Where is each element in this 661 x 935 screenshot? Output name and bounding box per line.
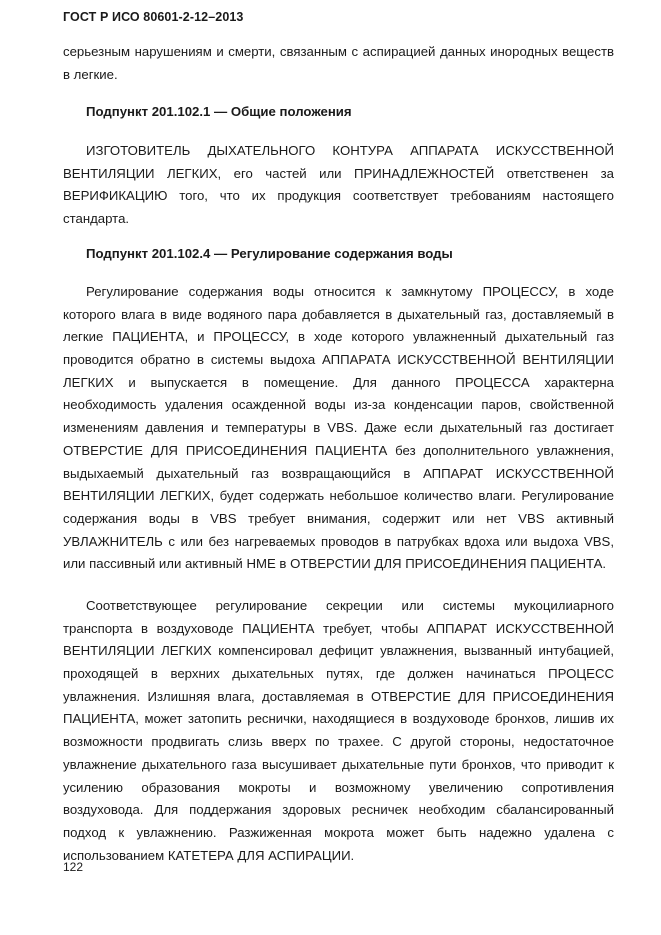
text-line: Соответствующее регулирование секреции или системы мукоцилиарного [86, 598, 614, 613]
intro-paragraph [63, 41, 614, 86]
text-line: ПАЦИЕНТА, может затопить реснички, находящиеся в воздуховоде бронхов, лишив их [63, 711, 614, 727]
text-line: необходимость удаления осажденной воды из-за конденсации паров, свойственной [63, 397, 614, 413]
text-line: подход к увлажнению. Разжиженная мокрота может быть надежно удалена с [63, 824, 614, 840]
text-line: проходящей в верхних дыхательных путях, где должен начинаться ПРОЦЕСС [63, 666, 614, 682]
text-line: ВЕНТИЛЯЦИИ ЛЕГКИХ, его частей или ПРИНАДЛЕЖНОСТЕЙ ответственен за [63, 165, 614, 181]
text-line: ОТВЕРСТИЕ ДЛЯ ПРИСОЕДИНЕНИЯ ПАЦИЕНТА без дополнительного увлажнения, [63, 442, 614, 458]
text-line: в легкие. [63, 66, 118, 82]
text-line: стандарта. [63, 211, 130, 227]
text-line: усилению образования мокроты и возможному увеличению сопротивления [63, 779, 614, 795]
text-line: ВЕНТИЛЯЦИИ ЛЕГКИХ компенсировал дефицит увлажнения, вызванный интубацией, [63, 643, 614, 659]
section2-paragraph-2 [63, 595, 614, 867]
document-header: ГОСТ Р ИСО 80601-2-12–2013 [63, 10, 244, 24]
text-line: ВЕРИФИКАЦИЮ того, что их продукция соответствует требованиям настоящего [63, 188, 614, 204]
section-heading-201-102-4: Подпункт 201.102.4 — Регулирование содержания воды [86, 246, 453, 261]
text-line: или пассивный или активный НМЕ в ОТВЕРСТИИ ДЛЯ ПРИСОЕДИНЕНИЯ ПАЦИЕНТА. [63, 556, 607, 572]
text-line: ИЗГОТОВИТЕЛЬ ДЫХАТЕЛЬНОГО КОНТУРА АППАРАТА ИСКУССТВЕННОЙ [86, 143, 614, 158]
text-line: воздуховода. Для поддержания здоровых ресничек необходим сбалансированный [63, 802, 614, 818]
text-line: использованием КАТЕТЕРА ДЛЯ АСПИРАЦИИ. [63, 847, 355, 863]
section2-paragraph-1 [63, 281, 614, 576]
text-line: содержания воды в VBS требует внимания, содержит или нет VBS активный [63, 510, 614, 526]
text-line: проводится обратно в системы выдоха АППАРАТА ИСКУССТВЕННОЙ ВЕНТИЛЯЦИИ [63, 352, 614, 368]
section1-paragraph [63, 140, 614, 231]
text-line: возможности продвигать слизь вверх по трахее. С другой стороны, недостаточное [63, 734, 614, 750]
text-line: увлажнения. Излишняя влага, доставляемая в ОТВЕРСТИЕ ДЛЯ ПРИСОЕДИНЕНИЯ [63, 688, 614, 704]
text-line: транспорта в воздуховоде ПАЦИЕНТА требует, чтобы АППАРАТ ИСКУССТВЕННОЙ [63, 620, 614, 636]
section-heading-201-102-1: Подпункт 201.102.1 — Общие положения [86, 104, 352, 119]
page-number: 122 [63, 860, 84, 874]
text-line: Регулирование содержания воды относится к замкнутому ПРОЦЕССУ, в ходе [86, 284, 614, 299]
text-line: серьезным нарушениям и смерти, связанным с аспирацией данных инородных веществ [63, 44, 614, 59]
text-line: которого влага в виде водяного пара добавляется в дыхательный газ, доставляемый в [63, 306, 614, 322]
text-line: ВЕНТИЛЯЦИИ ЛЕГКИХ, будет содержать небольшое количество влаги. Регулирование [63, 488, 614, 504]
text-line: увлажнение дыхательного газа высушивает дыхательные пути бронхов, что приводит к [63, 756, 614, 772]
text-line: легкие ПАЦИЕНТА, и ПРОЦЕССУ, в ходе которого увлажненный дыхательный газ [63, 329, 614, 345]
text-line: выдыхаемый дыхательный газ возвращающийся в АППАРАТ ИСКУССТВЕННОЙ [63, 465, 614, 481]
text-line: УВЛАЖНИТЕЛЬ с или без нагреваемых проводов в патрубках вдоха или выдоха VBS, [63, 533, 614, 549]
text-line: ЛЕГКИХ и выпускается в помещение. Для данного ПРОЦЕССА характерна [63, 374, 614, 390]
text-line: изменениям давления и температуры в VBS. Даже если дыхательный газ достигает [63, 420, 614, 436]
